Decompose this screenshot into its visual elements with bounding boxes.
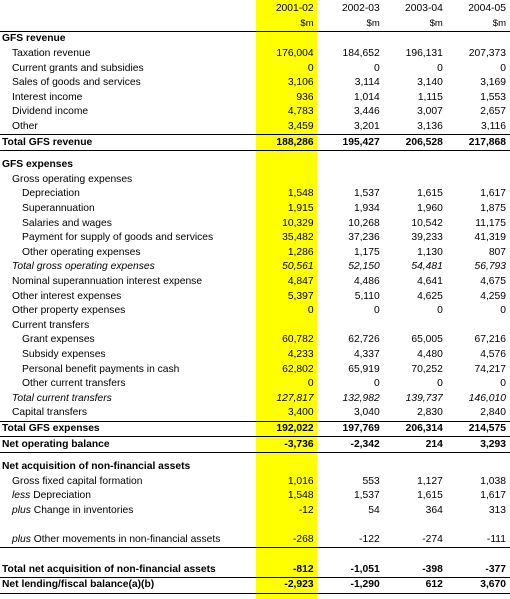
value-cell: 4,675 <box>480 275 506 287</box>
value-cell: 1,537 <box>353 490 380 502</box>
value-cell: 176,004 <box>276 48 314 60</box>
value-cell <box>447 460 510 475</box>
value-cell <box>318 32 384 47</box>
value-cell: 1,548 <box>287 188 314 200</box>
value-cell: 146,010 <box>468 392 506 404</box>
table-body <box>0 32 510 594</box>
table-row <box>0 246 510 261</box>
value-cell: 5,397 <box>287 290 314 302</box>
value-cell: 2,657 <box>480 106 506 118</box>
value-cell: 139,737 <box>405 392 443 404</box>
value-cell: 1,553 <box>480 91 506 103</box>
value-cell: 3,446 <box>353 106 380 118</box>
row-label <box>0 362 257 377</box>
value-cell: 3,136 <box>417 121 443 133</box>
row-label-text: Total net acquisition of non-financial assets <box>2 563 216 575</box>
row-label-text: Change in inventories <box>33 504 134 516</box>
table-row <box>0 489 510 504</box>
value-cell: 1,875 <box>480 203 506 215</box>
table-row <box>0 421 510 437</box>
value-cell: 3,670 <box>447 578 510 594</box>
year-header: 2004-05 <box>468 3 506 15</box>
row-label-text: Other property expenses <box>12 305 126 317</box>
value-cell <box>257 318 318 333</box>
value-cell: 0 <box>500 62 506 74</box>
row-label <box>0 120 257 135</box>
row-label-text: Other interest expenses <box>12 290 122 302</box>
value-cell <box>384 318 447 333</box>
table-row <box>0 548 510 578</box>
value-cell <box>257 460 318 475</box>
value-cell: 4,641 <box>417 275 443 287</box>
value-cell: 197,769 <box>318 421 384 437</box>
value-cell: 1,915 <box>287 203 314 215</box>
value-cell: 0 <box>437 305 443 317</box>
row-label-text: Capital transfers <box>12 407 87 419</box>
value-cell: -812 <box>257 548 318 578</box>
table-row <box>0 202 510 217</box>
header-years-row <box>0 0 510 17</box>
value-cell: 65,919 <box>348 363 380 375</box>
row-label <box>0 504 257 519</box>
table-row <box>0 460 510 475</box>
unit-header: $m <box>257 17 318 32</box>
value-cell: 62,726 <box>348 334 380 346</box>
year-header: 2002-03 <box>341 3 380 15</box>
value-cell: 39,233 <box>411 232 443 244</box>
value-cell: 3,459 <box>287 121 314 133</box>
value-cell: -12 <box>298 504 314 516</box>
value-cell: 3,293 <box>447 437 510 453</box>
value-cell: 3,106 <box>287 77 314 89</box>
value-cell: 5,110 <box>354 290 380 302</box>
spacer-row <box>0 150 510 158</box>
row-label <box>0 187 257 202</box>
unit-header: $m <box>318 17 384 32</box>
row-label <box>0 202 257 217</box>
value-cell: 0 <box>307 305 314 317</box>
row-label-text: GFS expenses <box>2 159 73 171</box>
value-cell: 3,114 <box>354 77 380 89</box>
table-row <box>0 406 510 421</box>
row-label-text: Sales of goods and services <box>12 77 141 89</box>
value-cell: 313 <box>488 504 506 516</box>
value-cell: -2,923 <box>257 578 318 594</box>
unit-header: $m <box>384 17 447 32</box>
value-cell: 0 <box>307 62 314 74</box>
row-label-text: Total current transfers <box>12 392 112 404</box>
value-cell <box>318 460 384 475</box>
row-label-text: Superannuation <box>22 203 95 215</box>
value-cell: 1,617 <box>480 188 506 200</box>
row-label <box>0 318 257 333</box>
row-label <box>0 260 257 275</box>
value-cell: 60,782 <box>282 334 314 346</box>
value-cell: 1,617 <box>480 490 506 502</box>
row-label-text: Subsidy expenses <box>22 348 106 360</box>
value-cell: 1,014 <box>353 91 380 103</box>
table-row <box>0 474 510 489</box>
value-cell: 3,007 <box>417 106 443 118</box>
table-row <box>0 504 510 519</box>
table-row <box>0 275 510 290</box>
row-label <box>0 548 257 578</box>
value-cell <box>384 173 447 188</box>
value-cell: 364 <box>425 504 443 516</box>
value-cell: 4,783 <box>287 106 314 118</box>
table-row <box>0 91 510 106</box>
value-cell: 0 <box>307 378 314 390</box>
value-cell: 1,038 <box>480 475 506 487</box>
row-prefix: plus <box>12 504 31 516</box>
row-label <box>0 47 257 62</box>
row-label-text: Other operating expenses <box>22 246 141 258</box>
table-row <box>0 158 510 173</box>
value-cell <box>257 158 318 173</box>
value-cell <box>384 158 447 173</box>
value-cell <box>384 460 447 475</box>
value-cell: 41,319 <box>474 232 506 244</box>
value-cell: -1,290 <box>318 578 384 594</box>
value-cell: 195,427 <box>318 135 384 151</box>
row-label <box>0 76 257 91</box>
row-label <box>0 105 257 120</box>
row-label <box>0 231 257 246</box>
row-label <box>0 460 257 475</box>
value-cell: 1,127 <box>417 475 443 487</box>
table-row <box>0 518 510 548</box>
value-cell <box>257 173 318 188</box>
table-row <box>0 32 510 47</box>
value-cell: 4,576 <box>480 348 506 360</box>
value-cell: 612 <box>384 578 447 594</box>
row-label <box>0 437 257 453</box>
value-cell: -2,342 <box>318 437 384 453</box>
row-label-text: Other <box>12 121 38 133</box>
row-label <box>0 246 257 261</box>
value-cell: -122 <box>359 534 380 546</box>
value-cell: 217,868 <box>447 135 510 151</box>
value-cell: -398 <box>384 548 447 578</box>
value-cell: 10,329 <box>282 217 314 229</box>
row-label <box>0 518 257 548</box>
value-cell: 553 <box>362 475 380 487</box>
value-cell: 807 <box>488 246 506 258</box>
row-label <box>0 158 257 173</box>
table-row <box>0 76 510 91</box>
table-row <box>0 333 510 348</box>
row-label-text: Total gross operating expenses <box>12 261 155 273</box>
value-cell: 1,130 <box>417 246 443 258</box>
value-cell <box>447 318 510 333</box>
table-row <box>0 304 510 319</box>
row-label-text: Payment for supply of goods and services <box>22 232 214 244</box>
value-cell: 936 <box>296 91 314 103</box>
table-row <box>0 260 510 275</box>
table-row <box>0 391 510 406</box>
value-cell: 0 <box>374 378 380 390</box>
row-label-text: Net acquisition of non-financial assets <box>2 461 191 473</box>
unit-header: $m <box>447 17 510 32</box>
value-cell: -377 <box>447 548 510 578</box>
value-cell: 3,116 <box>480 121 506 133</box>
row-label <box>0 135 257 151</box>
value-cell: 37,236 <box>348 232 380 244</box>
value-cell: 56,793 <box>474 261 506 273</box>
row-label-text: Depreciation <box>22 188 80 200</box>
value-cell: 1,615 <box>417 490 443 502</box>
table-row <box>0 216 510 231</box>
value-cell: 1,115 <box>417 91 443 103</box>
row-label <box>0 421 257 437</box>
value-cell: 0 <box>437 62 443 74</box>
value-cell: 214,575 <box>447 421 510 437</box>
value-cell: -1,051 <box>318 548 384 578</box>
row-label-text: Salaries and wages <box>22 217 112 229</box>
row-label <box>0 391 257 406</box>
row-label-text: Taxation revenue <box>12 48 91 60</box>
row-prefix: plus <box>12 533 31 545</box>
row-label <box>0 474 257 489</box>
value-cell: 1,175 <box>353 246 380 258</box>
table-row <box>0 61 510 76</box>
value-cell: 188,286 <box>257 135 318 151</box>
row-label <box>0 275 257 290</box>
row-label <box>0 289 257 304</box>
value-cell: 1,934 <box>353 203 380 215</box>
row-label-text: GFS revenue <box>2 33 66 45</box>
value-cell: 3,040 <box>353 407 380 419</box>
table-row <box>0 135 510 151</box>
year-header: 2001-02 <box>275 3 314 15</box>
row-label <box>0 333 257 348</box>
value-cell: 207,373 <box>468 48 506 60</box>
value-cell: 4,486 <box>353 275 380 287</box>
row-label <box>0 32 257 47</box>
value-cell: 0 <box>374 305 380 317</box>
value-cell: 3,201 <box>353 121 380 133</box>
year-header: 2003-04 <box>405 3 443 15</box>
value-cell: 4,625 <box>417 290 443 302</box>
value-cell: -111 <box>486 534 506 546</box>
value-cell: 3,140 <box>417 77 443 89</box>
row-label-text: Depreciation <box>33 490 91 502</box>
row-label-text: Net lending/fiscal balance(a)(b) <box>2 579 155 591</box>
value-cell: 4,337 <box>353 348 380 360</box>
row-label-text: Interest income <box>12 91 83 103</box>
table-row <box>0 437 510 453</box>
value-cell <box>384 32 447 47</box>
value-cell: 3,169 <box>480 77 506 89</box>
value-cell: 4,480 <box>417 348 443 360</box>
row-label-text: Gross fixed capital formation <box>12 475 143 487</box>
row-label <box>0 377 257 392</box>
row-label-text: Dividend income <box>12 106 89 118</box>
value-cell <box>257 32 318 47</box>
row-label-text: Gross operating expenses <box>12 173 133 185</box>
table-row <box>0 289 510 304</box>
value-cell: 4,259 <box>480 290 506 302</box>
row-label-text: Total GFS revenue <box>2 136 93 148</box>
row-label <box>0 304 257 319</box>
value-cell: 1,548 <box>287 490 314 502</box>
value-cell: 206,314 <box>384 421 447 437</box>
value-cell: 206,528 <box>384 135 447 151</box>
row-label-text: Grant expenses <box>22 334 95 346</box>
table-row <box>0 318 510 333</box>
value-cell <box>318 158 384 173</box>
value-cell: 74,217 <box>474 363 506 375</box>
value-cell: 1,016 <box>287 475 314 487</box>
table-row <box>0 120 510 135</box>
row-label <box>0 489 257 504</box>
row-prefix: less <box>12 490 31 502</box>
table-row <box>0 362 510 377</box>
value-cell: 4,233 <box>287 348 314 360</box>
value-cell: -3,736 <box>257 437 318 453</box>
row-label <box>0 173 257 188</box>
header-unit-row <box>0 17 510 32</box>
value-cell: 196,131 <box>405 48 443 60</box>
value-cell: 10,542 <box>411 217 443 229</box>
value-cell: 184,652 <box>342 48 380 60</box>
row-label <box>0 578 257 594</box>
value-cell: 214 <box>384 437 447 453</box>
value-cell: 4,847 <box>287 275 314 287</box>
value-cell <box>447 158 510 173</box>
value-cell: 132,982 <box>342 392 380 404</box>
value-cell: 127,817 <box>276 392 314 404</box>
row-label <box>0 61 257 76</box>
value-cell: 54 <box>368 504 380 516</box>
row-label-text: Total GFS expenses <box>2 422 100 434</box>
table-row <box>0 105 510 120</box>
row-label <box>0 348 257 363</box>
table-row <box>0 187 510 202</box>
value-cell <box>447 173 510 188</box>
value-cell: 65,005 <box>411 334 443 346</box>
value-cell: 1,286 <box>287 246 314 258</box>
row-label-text: Nominal superannuation interest expense <box>12 275 203 287</box>
row-label-text: Personal benefit payments in cash <box>22 363 180 375</box>
row-label <box>0 406 257 421</box>
spacer-row <box>0 452 510 460</box>
value-cell: 0 <box>500 378 506 390</box>
table-row <box>0 231 510 246</box>
row-label-text: Other movements in non-financial assets <box>33 533 221 545</box>
table-row <box>0 377 510 392</box>
value-cell: 0 <box>374 62 380 74</box>
value-cell: 0 <box>437 378 443 390</box>
value-cell: 11,175 <box>475 217 506 229</box>
table-row <box>0 578 510 594</box>
row-label-text: Other current transfers <box>22 378 126 390</box>
value-cell: 50,561 <box>282 261 314 273</box>
row-label <box>0 216 257 231</box>
value-cell: -268 <box>293 534 314 546</box>
value-cell: 3,400 <box>287 407 314 419</box>
value-cell <box>447 32 510 47</box>
value-cell: 35,482 <box>282 232 314 244</box>
value-cell: 70,252 <box>411 363 443 375</box>
value-cell: 1,537 <box>353 188 380 200</box>
value-cell: 67,216 <box>474 334 506 346</box>
value-cell: -274 <box>422 534 443 546</box>
value-cell: 0 <box>500 305 506 317</box>
table-row <box>0 47 510 62</box>
value-cell <box>318 173 384 188</box>
table-row <box>0 173 510 188</box>
row-label-text: Current grants and subsidies <box>12 62 144 74</box>
table-row <box>0 348 510 363</box>
row-label-text: Net operating balance <box>2 438 110 450</box>
value-cell: 192,022 <box>257 421 318 437</box>
value-cell: 52,150 <box>348 261 380 273</box>
value-cell <box>318 318 384 333</box>
row-label-text: Current transfers <box>12 319 90 331</box>
value-cell: 10,268 <box>348 217 380 229</box>
value-cell: 62,802 <box>282 363 314 375</box>
value-cell: 2,830 <box>417 407 443 419</box>
value-cell: 54,481 <box>411 261 443 273</box>
row-label <box>0 91 257 106</box>
value-cell: 1,615 <box>417 188 443 200</box>
value-cell: 2,840 <box>480 407 506 419</box>
value-cell: 1,960 <box>417 203 443 215</box>
